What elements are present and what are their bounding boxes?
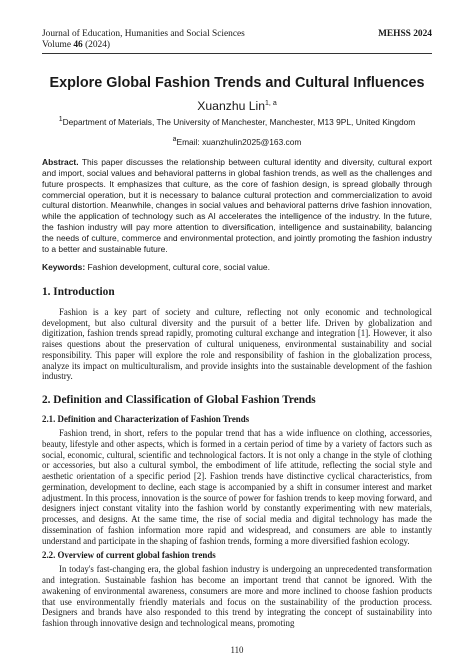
author-name: Xuanzhu Lin xyxy=(197,99,266,113)
volume-number: 46 xyxy=(73,40,83,50)
conference-name: MEHSS 2024 xyxy=(378,29,432,39)
author-line xyxy=(42,99,432,114)
keywords-text: Fashion development, cultural core, social value. xyxy=(87,261,270,272)
keywords xyxy=(42,262,432,273)
paper-title: Explore Global Fashion Trends and Cultural Influences xyxy=(49,75,425,91)
affiliation xyxy=(42,117,432,128)
email-text: Email: xuanzhulin2025@163.com xyxy=(176,136,302,147)
subsection-heading: 2.2. Overview of current global fashion trends xyxy=(42,550,216,561)
subsection-2-1 xyxy=(42,414,432,546)
volume-label: Volume xyxy=(42,40,71,50)
section-heading: 1. Introduction xyxy=(42,285,115,298)
page-number: 110 xyxy=(230,645,244,655)
journal-name: Journal of Education, Humanities and Social Sciences xyxy=(42,29,245,39)
paragraph: Fashion trend, in short, refers to the popular trend that has a wide influence on clothing, accessories, beauty, lifestyle and other aspects, which is formed in a certain period of time by a variety of factors such as social, economic, cultural, scientific and technological factors. It is not only a change in the style of clothing or accessories, but also a cultural symbol, the embodiment of life attitude, reflecting the social style and aesthetic orientation of a specific period [2]. Fashion trends have distinctive cyclical characteristics, from germination, development to decline, each stage is accompanied by a shift in consumer interest and market adjustment. In this process, innovation is the source of power for fashion trends to keep moving forward, and designers inject constant vitality into the fashion world by constantly experimenting with new materials, processes, and designs. At the same time, the rise of social media and digital technology has made the dissemination of fashion information more rapid and widespread, and consumers are able to instantly understand and participate in the shaping of fashion trends, forming a more diversified fashion ecology. xyxy=(42,428,432,546)
section-heading: 2. Definition and Classification of Global Fashion Trends xyxy=(42,394,316,407)
volume-year: (2024) xyxy=(85,40,111,50)
email-mark: a xyxy=(172,136,177,143)
volume-line xyxy=(42,40,432,51)
paragraph: Fashion is a key part of society and culture, reflecting not only economic and technological development, but also cultural diversity and the pursuit of a better life. Driven by globalization and digitization, fashion trends spread rapidly, promoting cultural exchange and integration [1]. However, it also raises questions about the preservation of cultural uniqueness, environmental sustainability and social responsibility. This paper will explore the role and responsibility of fashion in the globalization process, analyze its impact on multiculturalism, and provide insights into the sustainable development of the fashion industry. xyxy=(42,306,432,382)
paragraph: In today's fast-changing era, the global fashion industry is undergoing an unprecedented transformation and integration. Sustainable fashion has become an important trend that cannot be ignored. With the awakening of environmental awareness, consumers are more and more inclined to choose fashion products that use environmentally friendly materials and focus on the sustainability of the production process. Designers and brands have also responded to this trend by integrating the concept of sustainability into fashion through innovative design and technological means, promoting xyxy=(42,564,432,629)
section-introduction xyxy=(42,285,432,382)
affiliation-mark: 1 xyxy=(58,116,63,124)
email-line xyxy=(42,134,432,148)
author-marks: 1, a xyxy=(265,99,277,107)
section-definition xyxy=(42,393,432,629)
header-rule xyxy=(42,53,432,54)
subsection-2-2 xyxy=(42,550,432,629)
affiliation-text: Department of Materials, The University of Manchester, Manchester, M13 9PL, United Kingdom xyxy=(62,117,416,127)
running-header xyxy=(42,29,432,40)
abstract-text: This paper discusses the relationship between cultural identity and diversity, cultural export and import, social values and behavioral patterns in global fashion trends, as well as the challenges and future prospects. It emphasizes that culture, as the core of fashion design, is spread globally through commercial operation, but it is necessary to balance cultural protection and commercialization to avoid cultural distortion. Meanwhile, changes in social values and behavioral patterns drive fashion innovation, while the application of technology such as AI accelerates the intelligence of the industry. In the future, the fashion industry will pay more attention to diversification, intelligence and sustainability, balancing the needs of culture, commerce and environmental protection, and jointly promoting the fashion industry to a better and sustainable future. xyxy=(42,156,432,255)
abstract-label: Abstract. xyxy=(42,156,79,167)
abstract xyxy=(42,157,432,255)
paper-page xyxy=(42,29,432,629)
subsection-heading: 2.1. Definition and Characterization of Fashion Trends xyxy=(42,414,250,425)
keywords-label: Keywords: xyxy=(42,261,86,272)
